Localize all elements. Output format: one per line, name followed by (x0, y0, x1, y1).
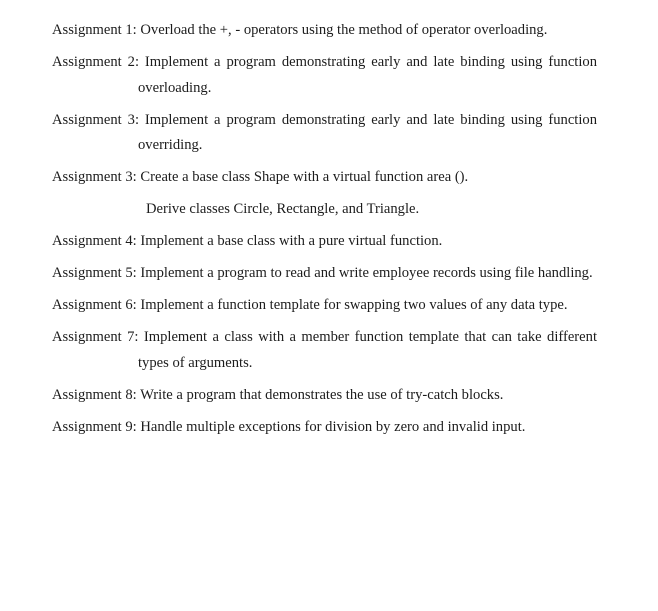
assignment-item-1: Assignment 1: Overload the +, - operators using the method of operator overloading. (52, 22, 548, 38)
assignment-item-4: Assignment 4: Implement a base class with a pure virtual function. (52, 233, 443, 249)
assignment-item-2: Assignment 2: Implement a program demonstrating early and late binding using function overloading. (52, 54, 597, 96)
assignment-item-9: Assignment 9: Handle multiple exceptions for division by zero and invalid input. (52, 418, 526, 435)
assignment-item-5: Assignment 5: Implement a program to read and write employee records using file handling. (52, 265, 593, 281)
assignment-item-8: Assignment 8: Write a program that demonstrates the use of try-catch blocks. (52, 386, 504, 403)
assignment-item-3b: Assignment 3: Create a base class Shape with a virtual function area (). (52, 169, 469, 185)
assignment-item-3a: Assignment 3: Implement a program demonstrating early and late binding using function overriding. (52, 111, 597, 153)
assignment-list (52, 18, 597, 440)
assignment-item-7: Assignment 7: Implement a class with a member function template that can take different types of arguments. (52, 329, 597, 371)
assignment-item-6: Assignment 6: Implement a function template for swapping two values of any data type. (52, 297, 568, 313)
derive-classes-note: Derive classes Circle, Rectangle, and Triangle. (146, 201, 420, 217)
